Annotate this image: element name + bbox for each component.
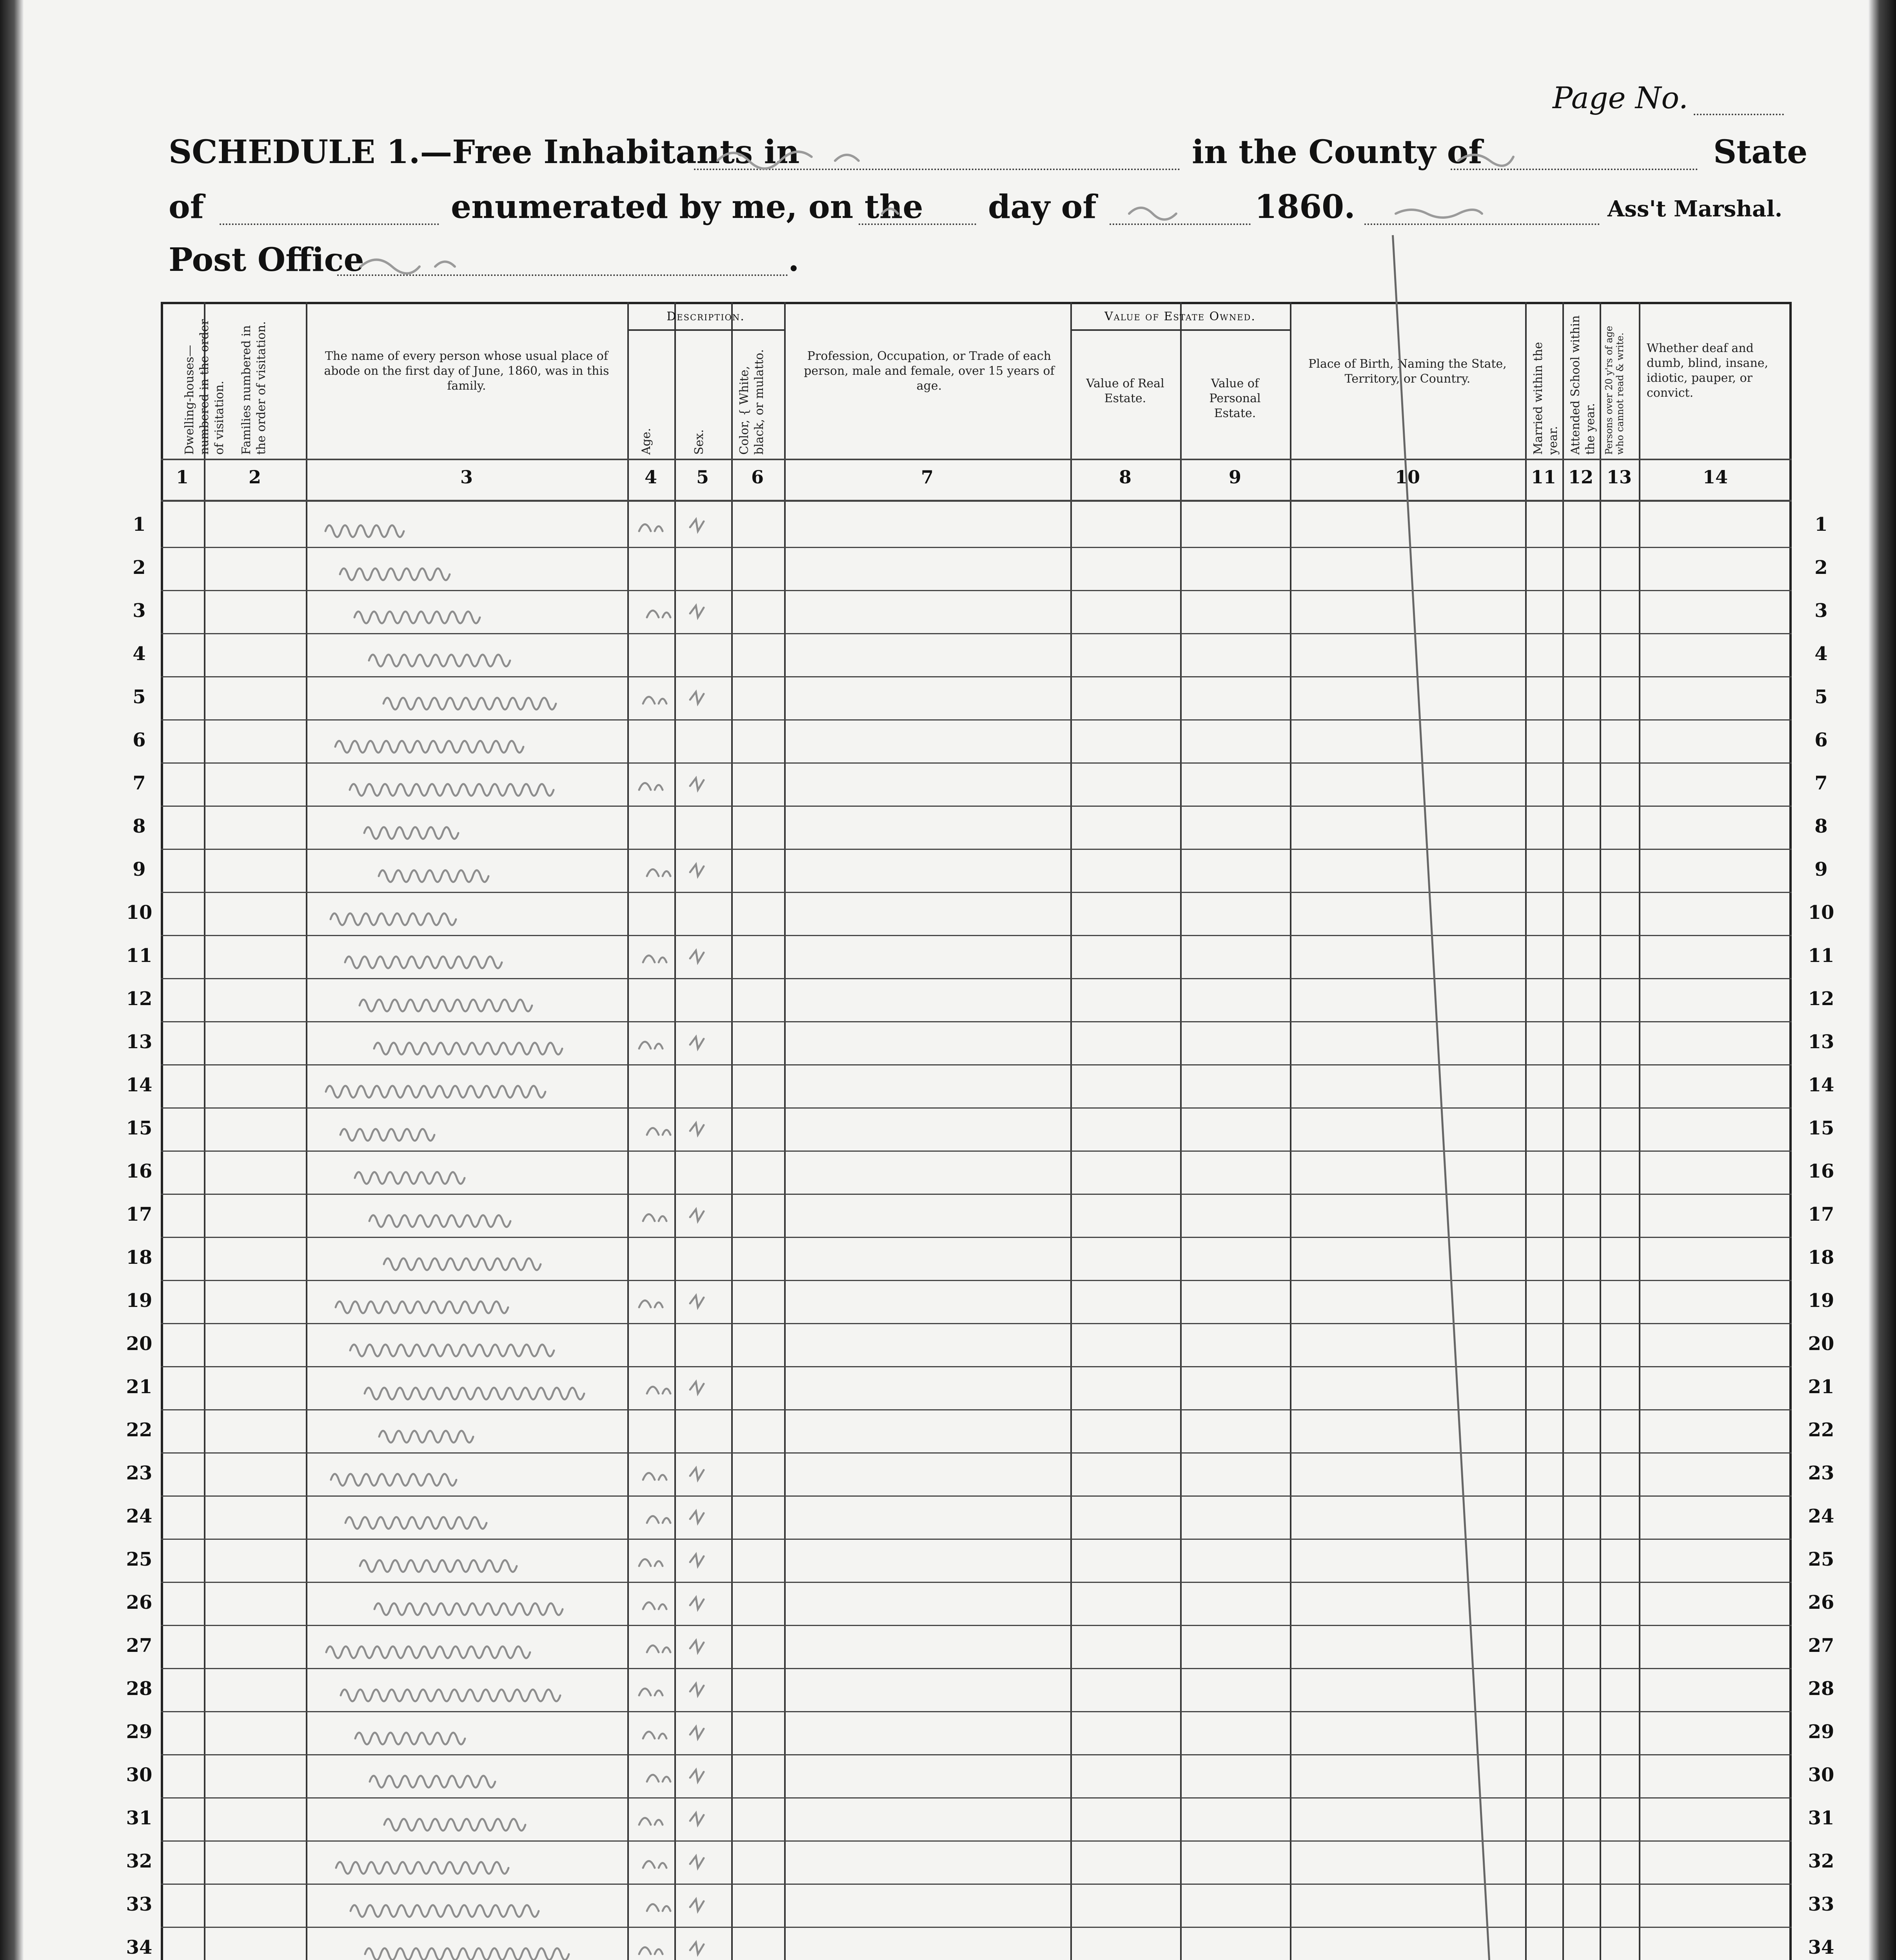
age-scribble <box>647 611 670 618</box>
name-scribble <box>379 1431 473 1443</box>
col-number: 10 <box>1395 466 1420 488</box>
row-number-right: 17 <box>1808 1203 1834 1225</box>
age-scribble <box>647 1516 670 1523</box>
sex-scribble <box>690 1813 704 1825</box>
sex-scribble <box>690 1123 704 1135</box>
col-head-personal-estate: Value of Personal Estate. <box>1209 377 1261 420</box>
row-number-left: 8 <box>133 815 146 837</box>
row-number-left: 27 <box>126 1635 153 1657</box>
row-number-right: 23 <box>1808 1462 1834 1484</box>
age-scribble <box>643 1214 667 1221</box>
col-number: 6 <box>751 466 764 488</box>
age-scribble <box>647 1646 670 1653</box>
row-number-right: 21 <box>1808 1376 1834 1398</box>
row-number-left: 3 <box>133 600 146 622</box>
row-number-right: 5 <box>1814 686 1828 708</box>
col-head-occupation: Profession, Occupation, or Trade of each person, male and female, over 15 years of age. <box>804 349 1055 393</box>
age-scribble <box>647 1775 670 1782</box>
row-number-left: 23 <box>126 1462 153 1484</box>
row-number-right: 2 <box>1814 557 1828 579</box>
name-scribble <box>336 1301 508 1313</box>
age-scribble <box>647 1128 670 1135</box>
row-number-right: 14 <box>1808 1074 1834 1096</box>
marshal-label: Ass't Marshal. <box>1607 196 1783 222</box>
col-number: 5 <box>696 466 709 488</box>
name-scribble <box>354 612 480 623</box>
row-number-left: 10 <box>126 902 153 924</box>
row-number-right: 34 <box>1808 1936 1834 1958</box>
age-scribble <box>639 1818 663 1825</box>
row-number-right: 13 <box>1808 1031 1834 1053</box>
sex-scribble <box>690 519 704 531</box>
row-number-left: 26 <box>126 1592 153 1613</box>
row-number-left: 19 <box>126 1290 153 1312</box>
row-number-left: 9 <box>133 858 146 880</box>
sex-scribble <box>690 1597 704 1609</box>
col-head-illiterate: Persons over 20 y'rs of age who cannot read & write. <box>1604 326 1625 455</box>
row-number-right: 27 <box>1808 1635 1834 1657</box>
age-scribble <box>643 956 667 963</box>
age-scribble <box>639 1301 663 1308</box>
row-number-left: 20 <box>126 1333 153 1355</box>
sex-scribble <box>690 1641 704 1652</box>
row-number-left: 15 <box>126 1117 153 1139</box>
sex-scribble <box>690 1770 704 1782</box>
name-scribble <box>341 1690 560 1701</box>
sex-scribble <box>690 1209 704 1221</box>
name-scribble <box>336 1862 509 1874</box>
row-number-right: 33 <box>1808 1893 1834 1915</box>
description-group-head: Description. <box>667 310 745 323</box>
col-number: 8 <box>1119 466 1131 488</box>
row-number-right: 29 <box>1808 1721 1834 1743</box>
row-number-left: 14 <box>126 1074 153 1096</box>
estate-group-head: Value of Estate Owned. <box>1104 310 1256 323</box>
row-number-right: 16 <box>1808 1160 1834 1182</box>
row-number-left: 32 <box>126 1850 153 1872</box>
name-scribble <box>369 1215 510 1227</box>
sex-scribble <box>690 951 704 962</box>
sex-scribble <box>690 1856 704 1868</box>
name-scribble <box>340 568 450 580</box>
row-number-left: 24 <box>126 1505 153 1527</box>
name-scribble <box>360 1000 532 1011</box>
row-number-left: 11 <box>126 945 153 967</box>
name-scribble <box>383 698 556 710</box>
row-number-right: 19 <box>1808 1290 1834 1312</box>
name-scribble <box>374 1603 563 1615</box>
page-no-label: Page No. <box>1553 80 1688 115</box>
row-number-right: 1 <box>1814 514 1828 535</box>
name-scribble <box>379 870 489 882</box>
age-scribble <box>643 1602 667 1610</box>
row-number-right: 15 <box>1808 1117 1834 1139</box>
sex-scribble <box>690 1296 704 1307</box>
age-scribble <box>639 783 663 790</box>
sex-scribble <box>690 606 704 617</box>
row-number-left: 13 <box>126 1031 153 1053</box>
row-number-left: 5 <box>133 686 146 708</box>
col-number: 4 <box>644 466 657 488</box>
col-head-school: Attended School within the year. <box>1569 315 1597 455</box>
row-number-right: 20 <box>1808 1333 1834 1355</box>
row-number-left: 22 <box>126 1419 153 1441</box>
row-number-left: 30 <box>126 1764 153 1786</box>
post-office-label: Post Office <box>169 241 364 279</box>
row-number-right: 6 <box>1814 729 1828 751</box>
name-scribble <box>345 956 502 968</box>
col-number: 3 <box>460 466 473 488</box>
col-number: 7 <box>921 466 933 488</box>
col-number: 9 <box>1228 466 1241 488</box>
col-number: 14 <box>1702 466 1728 488</box>
year-label: 1860. <box>1255 188 1355 226</box>
name-scribble <box>384 1258 541 1270</box>
age-scribble <box>643 1473 667 1480</box>
name-scribble <box>369 655 510 666</box>
row-number-right: 24 <box>1808 1505 1834 1527</box>
col-number: 11 <box>1531 466 1556 488</box>
row-number-left: 29 <box>126 1721 153 1743</box>
col-head-real-estate: Value of Real Estate. <box>1086 377 1164 405</box>
col-number: 2 <box>248 466 261 488</box>
age-scribble <box>639 1559 663 1566</box>
sex-scribble <box>690 864 704 876</box>
county-label: in the County of <box>1192 133 1482 171</box>
sex-scribble <box>690 1037 704 1049</box>
row-number-right: 9 <box>1814 858 1828 880</box>
name-scribble <box>355 1172 465 1184</box>
row-number-left: 25 <box>126 1548 153 1570</box>
age-scribble <box>647 1387 670 1394</box>
name-scribble <box>326 1086 545 1098</box>
sex-scribble <box>690 1942 704 1954</box>
sex-scribble <box>690 692 704 704</box>
name-scribble <box>365 1948 569 1960</box>
name-scribble <box>355 1733 465 1744</box>
name-scribble <box>331 1474 456 1486</box>
col-head-name: The name of every person whose usual place of abode on the first day of June, 1860, was in this family. <box>324 349 609 393</box>
name-scribble <box>350 784 554 796</box>
name-scribble <box>374 1043 562 1054</box>
sex-scribble <box>690 1468 704 1480</box>
col-head-age: Age. <box>639 428 653 455</box>
col-head-disability: Whether deaf and dumb, blind, insane, idiotic, pauper, or convict. <box>1647 341 1769 400</box>
col-number: 1 <box>176 466 189 488</box>
sex-scribble <box>690 1382 704 1394</box>
row-number-left: 31 <box>126 1807 153 1829</box>
post-office-end: . <box>788 241 799 279</box>
name-scribble <box>345 1517 487 1529</box>
age-scribble <box>643 1732 667 1739</box>
row-number-right: 7 <box>1814 772 1828 794</box>
row-number-left: 2 <box>133 557 146 579</box>
name-scribble <box>325 525 404 537</box>
col-head-sex: Sex. <box>692 429 706 455</box>
row-number-right: 12 <box>1808 988 1834 1010</box>
age-scribble <box>647 1904 670 1911</box>
col-number: 12 <box>1568 466 1593 488</box>
col-head-married: Married within the year. <box>1531 342 1560 455</box>
enumerated-label: enumerated by me, on the <box>451 188 923 226</box>
sex-scribble <box>690 1554 704 1566</box>
age-scribble <box>639 1042 663 1049</box>
sex-scribble <box>690 1684 704 1695</box>
row-number-right: 31 <box>1808 1807 1834 1829</box>
row-number-right: 8 <box>1814 815 1828 837</box>
col-head-families: Families numbered in the order of visitation. <box>240 321 268 455</box>
name-scribble <box>370 1776 495 1788</box>
day-of-label: day of <box>988 188 1097 226</box>
row-number-left: 28 <box>126 1678 153 1700</box>
sex-scribble <box>690 1899 704 1911</box>
row-number-right: 3 <box>1814 600 1828 622</box>
state-label: State <box>1713 133 1808 171</box>
age-scribble <box>647 869 670 877</box>
row-number-right: 10 <box>1808 902 1834 924</box>
col-number: 13 <box>1606 466 1632 488</box>
row-number-right: 28 <box>1808 1678 1834 1700</box>
age-scribble <box>643 1861 667 1868</box>
row-number-left: 34 <box>126 1936 153 1958</box>
row-number-left: 17 <box>126 1203 153 1225</box>
name-scribble <box>365 1388 584 1399</box>
row-number-right: 32 <box>1808 1850 1834 1872</box>
col-head-dwelling: Dwelling-houses—numbered in the order of visitation. <box>183 319 226 455</box>
name-scribble <box>351 1905 539 1917</box>
of-label: of <box>169 188 204 226</box>
age-scribble <box>643 697 667 704</box>
row-number-right: 18 <box>1808 1247 1834 1269</box>
name-scribble <box>350 1345 554 1356</box>
row-number-right: 30 <box>1808 1764 1834 1786</box>
age-scribble <box>639 1689 663 1696</box>
row-number-right: 22 <box>1808 1419 1834 1441</box>
sex-scribble <box>690 1727 704 1739</box>
age-scribble <box>639 1947 663 1955</box>
row-number-right: 26 <box>1808 1592 1834 1613</box>
row-number-left: 6 <box>133 729 146 751</box>
schedule-label: SCHEDULE 1.—Free Inhabitants in <box>169 133 800 171</box>
row-number-left: 18 <box>126 1247 153 1269</box>
sex-scribble <box>690 778 704 790</box>
row-number-left: 21 <box>126 1376 153 1398</box>
name-scribble <box>335 741 523 753</box>
row-number-left: 7 <box>133 772 146 794</box>
row-number-right: 11 <box>1808 945 1834 967</box>
row-number-left: 16 <box>126 1160 153 1182</box>
row-number-right: 4 <box>1814 643 1828 665</box>
row-number-left: 33 <box>126 1893 153 1915</box>
sex-scribble <box>690 1511 704 1523</box>
row-number-left: 12 <box>126 988 153 1010</box>
name-scribble <box>364 827 458 839</box>
name-scribble <box>360 1560 517 1572</box>
name-scribble <box>384 1819 525 1831</box>
row-number-left: 4 <box>133 643 146 665</box>
name-scribble <box>331 913 456 925</box>
name-scribble <box>326 1646 530 1658</box>
col-head-color: Color, { White, black, or mulatto. <box>737 349 766 455</box>
col-head-birthplace: Place of Birth, Naming the State, Territory, or Country. <box>1308 357 1507 386</box>
age-scribble <box>639 524 663 532</box>
name-scribble <box>340 1129 434 1141</box>
row-number-left: 1 <box>133 514 146 535</box>
row-number-right: 25 <box>1808 1548 1834 1570</box>
